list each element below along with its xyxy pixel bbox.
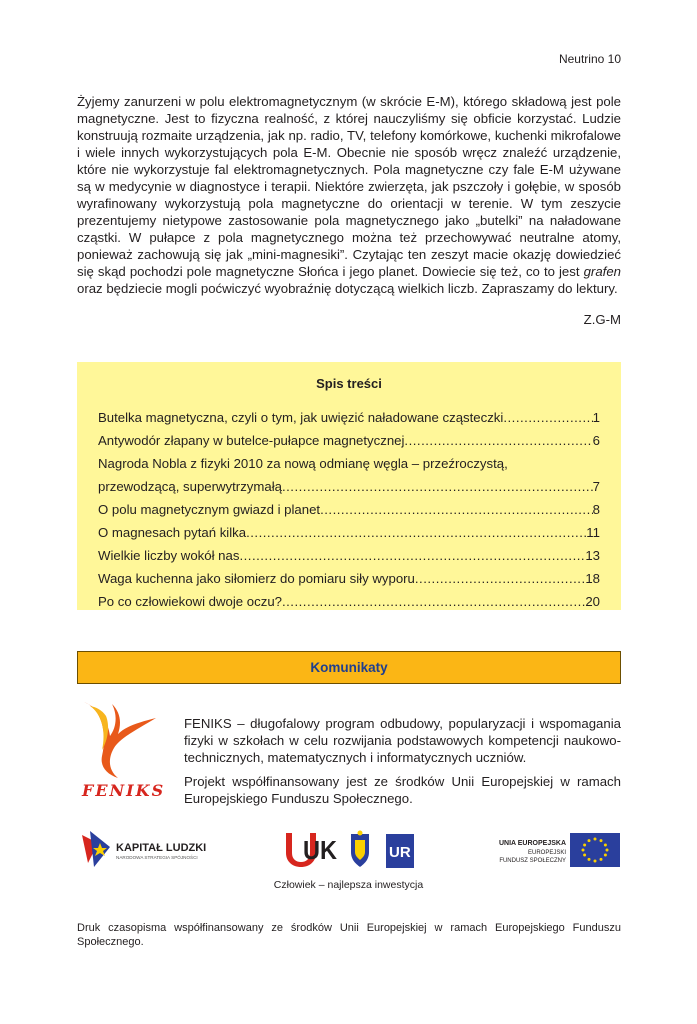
ue-title: UNIA EUROPEJSKA [498,840,566,847]
intro-paragraph [77,93,621,297]
ur-wordmark: UR [389,844,411,861]
toc-item[interactable]: Wielkie liczby wokół nas ..... 13 [98,544,600,567]
intro-italic-word: grafen [583,264,621,279]
coat-of-arms-icon [347,830,373,868]
toc-item-multiline[interactable]: Nagroda Nobla z fizyki 2010 za nową odmianę węgla – przeźroczystą, przewodzącą, superwytrzymałą ..... 7 [98,452,600,498]
toc-item[interactable]: Po co człowiekowi dwoje oczu? ..... 20 [98,590,600,613]
feniks-description: FENIKS – długofalowy program odbudowy, popularyzacji i wspomagania fizyki w szkołach w celu rozwijania podstawowych kompetencji naukowo-technicznych, matematycznych i informatycznych uczniów. [184,716,621,765]
intro-text-after: oraz będziecie mogli poćwiczyć wyobraźnię dotyczącą wielkich liczb. Zapraszamy do lektury. [77,281,618,296]
toc-item[interactable]: O polu magnetycznym gwiazd i planet ..... 8 [98,498,600,521]
intro-text-before: Żyjemy zanurzeni w polu elektromagnetycznym (w skrócie E-M), którego składową jest pole magnetyczne. Jest to fizyczna realność, z której nauczyliśmy się obficie korzystać. Ludzie konstruują rozmaite urządzenia, jak np. radio, TV, telefony komórkowe, kuchenki mikrofalowe i wiele innych wykorzystujących pola E-M. Obecnie nie sposób wręcz znaleźć urządzenie, które nie wykorzystuje fal elektromagnetycznych. Pola magnetyczne czy fale E-M używane są w medycynie w diagnostyce i terapii. Niektóre zwierzęta, jak pszczoły i gołębie, w sposób wyrafinowany wykorzystują pola magnetyczne do orientacji w terenie. W tym zeszycie prezentujemy nietypowe zastosowanie pola magnetycznego jako „butelki” na naładowane cząstki. W pułapce z pola magnetycznego można też przechowywać neutralne atomy, ponieważ zachowują się jak „mini-magnesiki”. Czytając ten zeszyt macie okazję dowiedzieć się skąd pochodzi pole magnetyczne Słońca i jego planet. Dowiecie się też, co to jest [77,94,621,279]
projekt-description: Projekt współfinansowany jest ze środków Unii Europejskiej w ramach Europejskiego Funduszu Społecznego. [184,774,621,806]
issue-label: Neutrino 10 [558,52,621,66]
kl-wordmark: KAPITAŁ LUDZKI [116,842,207,854]
toc-item[interactable]: Butelka magnetyczna, czyli o tym, jak uwięzić naładowane cząsteczki ..... 1 [98,406,600,429]
toc-item[interactable]: Antywodór złapany w butelce-pułapce magnetycznej ..... 6 [98,429,600,452]
komunikaty-bar [77,651,621,684]
feniks-wordmark: FENIKS [82,781,166,800]
eu-efs-logo [486,833,620,867]
uk-k-letter: UK [303,835,338,865]
kl-subline: NARODOWA STRATEGIA SPÓJNOŚCI [116,855,198,860]
feniks-flame-icon [84,702,156,778]
ue-sub2: FUNDUSZ SPOŁECZNY [499,858,566,864]
komunikaty-heading: Komunikaty [310,660,388,675]
signature: Z.G-M [583,312,621,327]
ur-logo [386,834,414,868]
toc-title: Spis treści [316,376,382,391]
ue-sub1: EUROPEJSKI [527,850,566,856]
footer-note: Druk czasopisma współfinansowany ze środków Unii Europejskiej w ramach Europejskiego Funduszu Społecznego. [77,922,621,948]
toc-item[interactable]: Waga kuchenna jako siłomierz do pomiaru siły wyporu ..... 18 [98,567,600,590]
toc-list [98,406,600,613]
feniks-logo [78,700,168,800]
kapital-ludzki-logo [80,829,220,869]
table-of-contents [77,362,621,610]
toc-item[interactable]: O magnesach pytań kilka ..... 11 [98,521,600,544]
uk-logo [283,831,339,867]
slogan: Człowiek – najlepsza inwestycja [273,879,424,891]
